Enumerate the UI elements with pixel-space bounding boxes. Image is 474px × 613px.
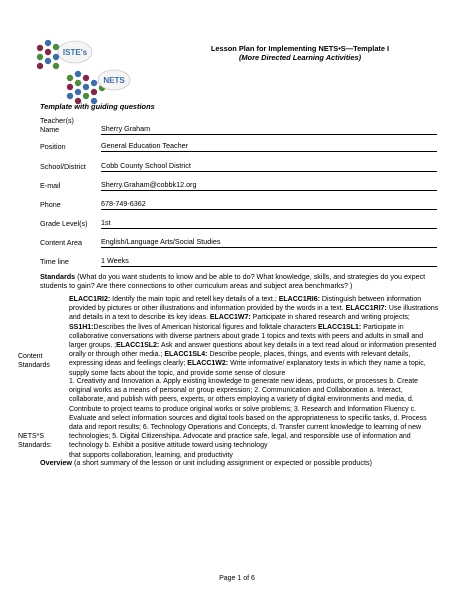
std-code: ELACC1W2: [187, 360, 229, 368]
content-standards-label [18, 352, 50, 370]
nets-text-main: 1. Creativity and Innovation a. Apply existing knowledge to generate new ideas, products, or processes b. Create original works as a means of personal or group expression; 2. Communication and Collaboration a. Interact, collaborate, and publish with peers, experts, or others employing a variety of digital environments and media, d. Contribute to project teams to produce original works or solve problems; 3. Research and Information Fluency c. Evaluate and select information sources and digital tools based on the appropriateness to specific tasks, d. Process data and report results; 6. Technology Operations and Concepts, d. Transfer current knowledge to learning of new technologies; 5. Digital Citizenshipa. Advocate and practice safe, legal, and responsible use of information and technology b. Exhibit a positive attitude toward using technology [69, 378, 427, 450]
logo-nets-label: NETS [103, 76, 125, 85]
std-code: ELACC1RI6: [278, 296, 320, 303]
std-text: Write informative/ explanatory texts in which they name a topic, supply some facts about the topic, and provide some sense of closure [69, 360, 426, 377]
overview-heading: Overview [40, 458, 72, 467]
content-standards-text [69, 295, 440, 378]
std-text: Describes the lives of American historical figures and folktale characters [93, 323, 319, 331]
std-text: Identify the main topic and retell key details of a text.; [110, 296, 279, 303]
std-code: ELACC1W7: [209, 314, 251, 322]
overview-line [40, 458, 440, 467]
standards-heading: Standards [40, 272, 76, 281]
page-number: Page 1 of 6 [219, 575, 255, 582]
time-line-label: Time line [40, 257, 69, 266]
nets-standards-label [18, 432, 52, 450]
grade-level-label: Grade Level(s) [40, 219, 88, 228]
std-code: ELACC1SL4: [164, 351, 208, 359]
std-text: Distinguish between information provided by pictures or other illustrations and information provided by the words in a text. [69, 296, 422, 313]
std-text: Participate in shared research and writing projects; [250, 314, 410, 322]
std-text: Ask and answer questions about key details in a text read aloud or information presented orally or through other media.; [69, 342, 437, 359]
document-title-block [170, 44, 430, 62]
std-text: Participate in collaborative conversations with diverse partners about grade 1 topics and texts with peers and adults in small and larger groups. ; [69, 323, 424, 350]
std-code: ELACC1SL2: [116, 342, 160, 350]
content-label-line1: Content [18, 353, 43, 360]
std-text: Describe people, places, things, and events with relevant details, expressing ideas and feelings clearly; [69, 351, 411, 368]
std-code: ELACC1RI2: [69, 296, 111, 303]
std-text: Use illustrations and details in a text to describe its key ideas. [69, 305, 439, 322]
teacher-label: Teacher(s) [40, 116, 74, 125]
std-code: ELACC1SL1: [318, 323, 362, 331]
time-line-value[interactable]: 1 Weeks [101, 256, 437, 267]
phone-label: Phone [40, 200, 61, 209]
standards-question: (What do you want students to know and be able to do? What knowledge, skills, and strategies do you expect students to gain? Are there connections to other curriculum areas and subject area benchmarks? ) [40, 272, 426, 291]
name-label: Name [40, 125, 60, 134]
school-district-value[interactable]: Cobb County School District [101, 161, 437, 172]
nets-text-continuation: that supports collaboration, learning, and productivity [69, 451, 233, 459]
phone-value[interactable]: 678-749-6362 [101, 199, 437, 210]
standards-intro [40, 272, 440, 291]
logo-iste-label: ISTE's [62, 48, 88, 57]
iste-nets-logo [30, 36, 160, 112]
grade-level-value[interactable]: 1st [101, 218, 437, 229]
nets-label-line2: Standards: [18, 442, 52, 449]
template-heading: Template with guiding questions [40, 102, 155, 111]
content-area-value[interactable]: English/Language Arts/Social Studies [101, 237, 437, 248]
name-value[interactable]: Sherry Graham [101, 124, 437, 135]
school-district-label: School/District [40, 162, 86, 171]
content-label-line2: Standards [18, 362, 50, 369]
std-code: SS1H1: [69, 323, 94, 331]
email-label: E-mail [40, 181, 61, 190]
document-title: Lesson Plan for Implementing NETS•S—Template I [210, 44, 390, 53]
position-value[interactable]: General Education Teacher [101, 141, 437, 152]
document-subtitle: (More Directed Learning Activities) [238, 53, 362, 62]
email-value[interactable]: Sherry.Graham@cobbk12.org [101, 180, 437, 191]
position-label: Position [40, 142, 66, 151]
std-code: ELACC1RI7: [345, 305, 387, 313]
content-area-label: Content Area [40, 238, 82, 247]
nets-label-line1: NETS*S [18, 433, 45, 440]
overview-description: (a short summary of the lesson or unit including assignment or expected or possible products) [73, 458, 372, 467]
nets-standards-text [69, 377, 440, 460]
